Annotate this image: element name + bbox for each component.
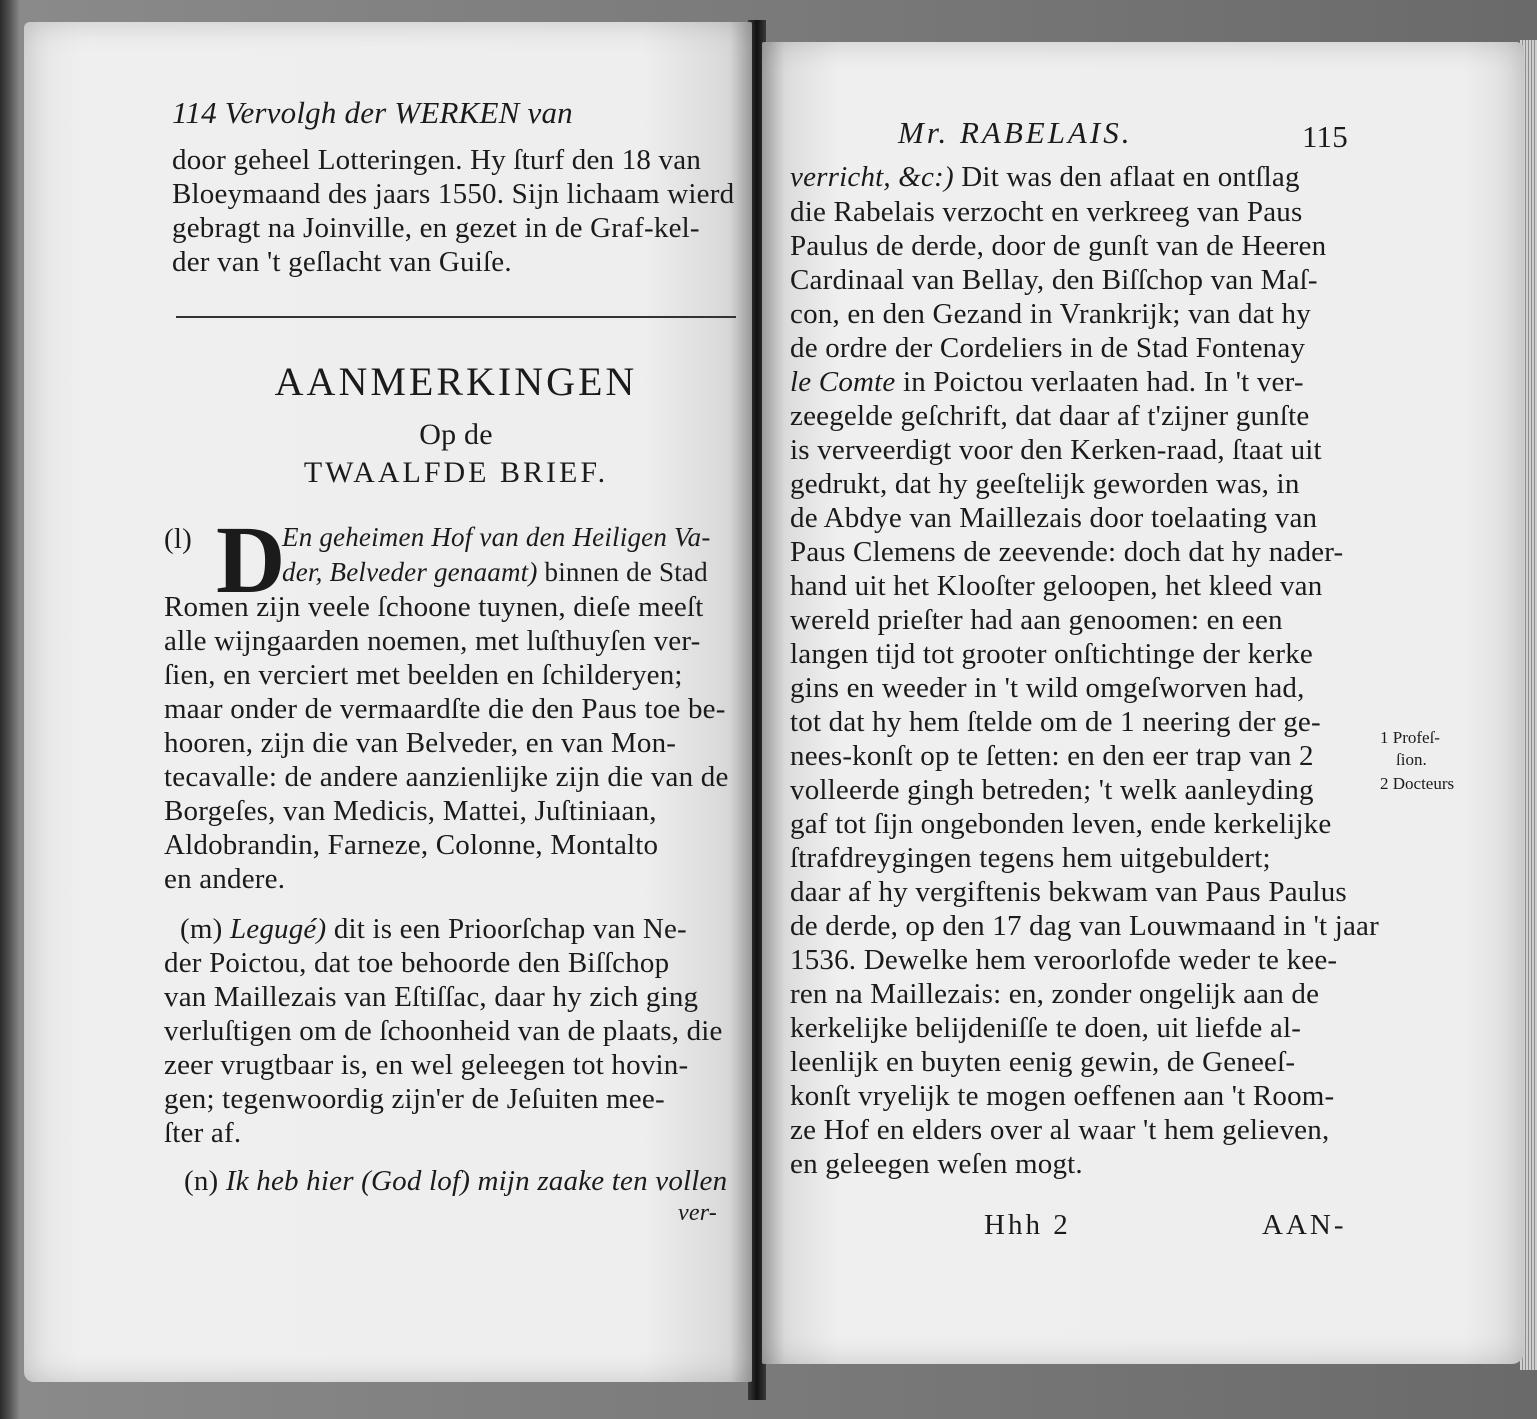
note-line: en andere. xyxy=(164,863,286,895)
section-heading: AANMERKINGEN xyxy=(274,359,638,404)
margin-note: ſion. xyxy=(1396,750,1427,769)
left-running-header: 114 Vervolgh der WERKEN van xyxy=(172,95,573,130)
catchword: AAN- xyxy=(1262,1209,1347,1241)
body-line: nees-konſt op te ſetten: en den eer trap van 2 xyxy=(790,740,1314,772)
body-line: ren na Maillezais: en, zonder ongelijk aan de xyxy=(790,978,1320,1010)
body-line: leenlijk en buyten eenig gewin, de Geneeſ- xyxy=(790,1046,1296,1078)
body-line: wereld prieſter had aan genoomen: en een xyxy=(790,604,1283,636)
note-line: ſter af. xyxy=(164,1117,242,1149)
body-line: daar af hy vergiftenis bekwam van Paus Paulus xyxy=(790,876,1347,908)
body-line: langen tijd tot grooter onſtichtinge der kerke xyxy=(790,638,1313,670)
note-text xyxy=(282,555,708,589)
body-line: die Rabelais verzocht en verkreeg van Paus xyxy=(790,196,1303,228)
page-number: 115 xyxy=(1302,119,1348,154)
body-line: is verveerdigt voor den Kerken-raad, ſtaat uit xyxy=(790,434,1322,466)
body-line: ze Hof en elders over al waar 't hem gelieven, xyxy=(790,1114,1330,1146)
body-line: Cardinaal van Bellay, den Biſſchop van Maſ- xyxy=(790,264,1318,296)
body-italic: le Comte xyxy=(790,366,896,398)
note-line: maar onder de vermaardſte die den Paus toe be- xyxy=(164,693,726,725)
note-line: van Maillezais van Eſtiſſac, daar hy zich ging xyxy=(164,981,699,1013)
note-italic: der, Belveder genaamt) xyxy=(282,557,538,587)
signature-mark: Hhh 2 xyxy=(984,1209,1071,1241)
body-line: tot dat hy hem ſtelde om de 1 neering der ge- xyxy=(790,706,1321,738)
note-line: verluſtigen om de ſchoonheid van de plaats, die xyxy=(164,1015,723,1047)
body-line: gaf tot ſijn ongebonden leven, ende kerkelijke xyxy=(790,808,1332,840)
body-line: Paus Clemens de zeevende: doch dat hy nader- xyxy=(790,536,1344,568)
note-line xyxy=(184,1164,727,1198)
margin-note: 2 Docteurs xyxy=(1380,774,1455,793)
note-line: gen; tegenwoordig zijn'er de Jeſuiten mee- xyxy=(164,1083,665,1115)
body-line: de derde, op den 17 dag van Louwmaand in 't jaar xyxy=(790,910,1379,942)
body-line: de ordre der Cordeliers in de Stad Fontenay xyxy=(790,332,1306,364)
body-line xyxy=(790,160,1300,194)
note-line: hooren, zijn die van Belveder, en van Mon- xyxy=(164,727,677,759)
note-line: ſien, en verciert met beelden en ſchilderyen; xyxy=(164,659,683,691)
body-line: volleerde gingh betreden; 't welk aanleyding xyxy=(790,774,1314,806)
note-rest: binnen de Stad xyxy=(537,557,708,587)
section-heading-op: Op de xyxy=(419,418,493,451)
body-line: zeegelde geſchrift, dat daar af t'zijner gunſte xyxy=(790,400,1310,432)
note-line xyxy=(180,912,687,946)
margin-note: 1 Profeſ- xyxy=(1380,728,1440,747)
note-line: Borgeſes, van Medicis, Mattei, Juſtiniaan, xyxy=(164,795,657,827)
body-line: 1536. Dewelke hem veroorlofde weder te kee- xyxy=(790,944,1338,976)
note-italic: Legugé) xyxy=(229,913,327,945)
section-rule xyxy=(176,316,736,318)
note-line: zeer vrugtbaar is, en wel geleegen tot hovin- xyxy=(164,1049,689,1081)
note-marker: (m) xyxy=(180,913,223,945)
body-line: gedrukt, dat hy geeſtelijk geworden was, in xyxy=(790,468,1300,500)
note-marker: (l) xyxy=(164,523,192,555)
right-running-header: Mr. RABELAIS. xyxy=(898,115,1133,150)
note-rest: dit is een Prioorſchap van Ne- xyxy=(326,913,687,945)
note-line: alle wijngaarden noemen, met luſthuyſen ver- xyxy=(164,625,701,657)
body-line: hand uit het Klooſter geloopen, het kleed van xyxy=(790,570,1323,602)
note-marker: (n) xyxy=(184,1165,219,1197)
left-intro-line: gebragt na Joinville, en gezet in de Graf-kel- xyxy=(172,212,700,244)
body-line: ſtrafdreygingen tegens hem uitgebuldert; xyxy=(790,842,1271,874)
note-line: Aldobrandin, Farneze, Colonne, Montalto xyxy=(164,829,659,861)
body-line: con, en den Gezand in Vrankrijk; van dat hy xyxy=(790,298,1311,330)
note-text: En geheimen Hof van den Heiligen Va- xyxy=(282,522,711,552)
note-line: der Poictou, dat toe behoorde den Biſſchop xyxy=(164,947,670,979)
body-rest: Dit was den aflaat en ontſlag xyxy=(953,161,1300,193)
body-line: gins en weeder in 't wild omgeſworven had, xyxy=(790,672,1305,704)
drop-cap: D xyxy=(216,506,286,613)
note-italic: Ik heb hier (God lof) mijn zaake ten vollen xyxy=(225,1165,728,1197)
left-intro-line: Bloeymaand des jaars 1550. Sijn lichaam wierd xyxy=(172,178,735,210)
note-line: Romen zijn veele ſchoone tuynen, dieſe meeſt xyxy=(164,591,704,623)
body-line: konſt vryelijk te mogen oeffenen aan 't Room- xyxy=(790,1080,1335,1112)
body-line: de Abdye van Maillezais door toelaating van xyxy=(790,502,1318,534)
body-line: kerkelijke belijdeniſſe te doen, uit liefde al- xyxy=(790,1012,1302,1044)
section-subheading: TWAALFDE BRIEF. xyxy=(303,456,609,489)
body-line: en geleegen weſen mogt. xyxy=(790,1148,1083,1180)
catchword: ver- xyxy=(678,1200,717,1226)
left-intro-line: der van 't geſlacht van Guiſe. xyxy=(172,246,512,278)
body-line: Paulus de derde, door de gunſt van de Heeren xyxy=(790,230,1327,262)
note-line: tecavalle: de andere aanzienlijke zijn die van de xyxy=(164,761,729,793)
body-italic: verricht, &c:) xyxy=(790,161,954,193)
left-intro-line: door geheel Lotteringen. Hy ſturf den 18 van xyxy=(172,144,702,176)
body-line xyxy=(790,365,1304,399)
body-rest: in Poictou verlaaten had. In 't ver- xyxy=(895,366,1304,398)
